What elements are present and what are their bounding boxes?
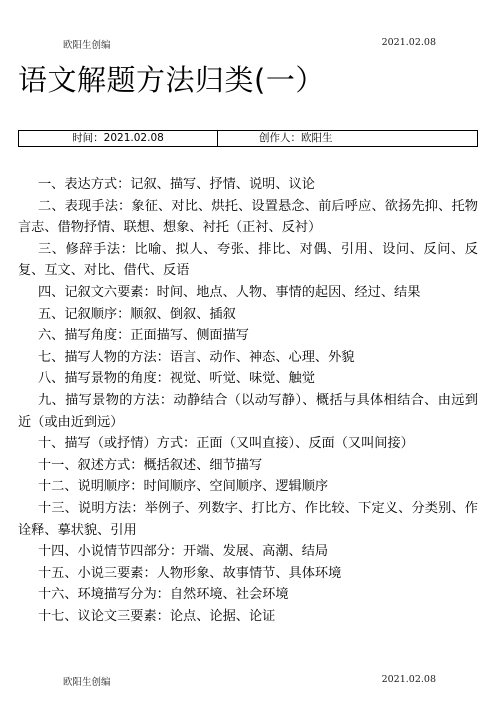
list-item: 十七、议论文三要素：论点、论据、论证 [38, 608, 276, 624]
list-item: 八、描写景物的角度：视觉、听觉、味觉、触觉 [38, 371, 315, 387]
list-item: 十四、小说情节四部分：开端、发展、高潮、结局 [38, 544, 329, 560]
list-item: 六、描写角度：正面描写、侧面描写 [38, 328, 249, 344]
list-item: 二、表现手法：象征、对比、烘托、设置悬念、前后呼应、欲扬先抑、托物言志、借物抒情、联想、想象、衬托（正衬、反衬） [18, 198, 478, 236]
list-item: 十二、说明顺序：时间顺序、空间顺序、逻辑顺序 [38, 479, 329, 495]
document-title: 语文解题方法归类(一） [18, 63, 325, 97]
list-item: 四、记叙文六要素：时间、地点、人物、事情的起因、经过、结果 [38, 284, 421, 300]
list-item: 一、表达方式：记叙、描写、抒情、说明、议论 [38, 177, 315, 192]
list-item: 十六、环境描写分为：自然环境、社会环境 [38, 587, 289, 603]
meta-table [18, 130, 478, 147]
meta-author: 创作人：欧阳生 [259, 132, 333, 144]
list-item: 五、记叙顺序：顺叙、倒叙、插叙 [38, 306, 236, 322]
header-author: 欧阳生创编 [63, 40, 111, 51]
list-item: 十五、小说三要素：人物形象、故事情节、具体环境 [38, 565, 342, 581]
list-item: 十、描写（或抒情）方式：正面（又叫直接）、反面（又叫间接） [38, 436, 414, 452]
list-item: 七、描写人物的方法：语言、动作、神态、心理、外貌 [38, 349, 355, 365]
footer-date: 2021.02.08 [381, 674, 436, 685]
list-item: 十三、说明方法：举例子、列数字、打比方、作比较、下定义、分类别、作诠释、摹状貌、引用 [18, 500, 478, 538]
footer-author: 欧阳生创编 [63, 677, 111, 688]
document-body [18, 174, 478, 627]
list-item: 十一、叙述方式：概括叙述、细节描写 [38, 457, 263, 473]
list-item: 九、描写景物的方法：动静结合（以动写静）、概括与具体相结合、由远到近（或由近到远） [18, 392, 478, 430]
header-date: 2021.02.08 [381, 37, 436, 48]
list-item: 三、修辞手法：比喻、拟人、夸张、排比、对偶、引用、设问、反问、反复、互文、对比、借代、反语 [18, 241, 478, 279]
meta-time: 时间：2021.02.08 [19, 131, 218, 146]
